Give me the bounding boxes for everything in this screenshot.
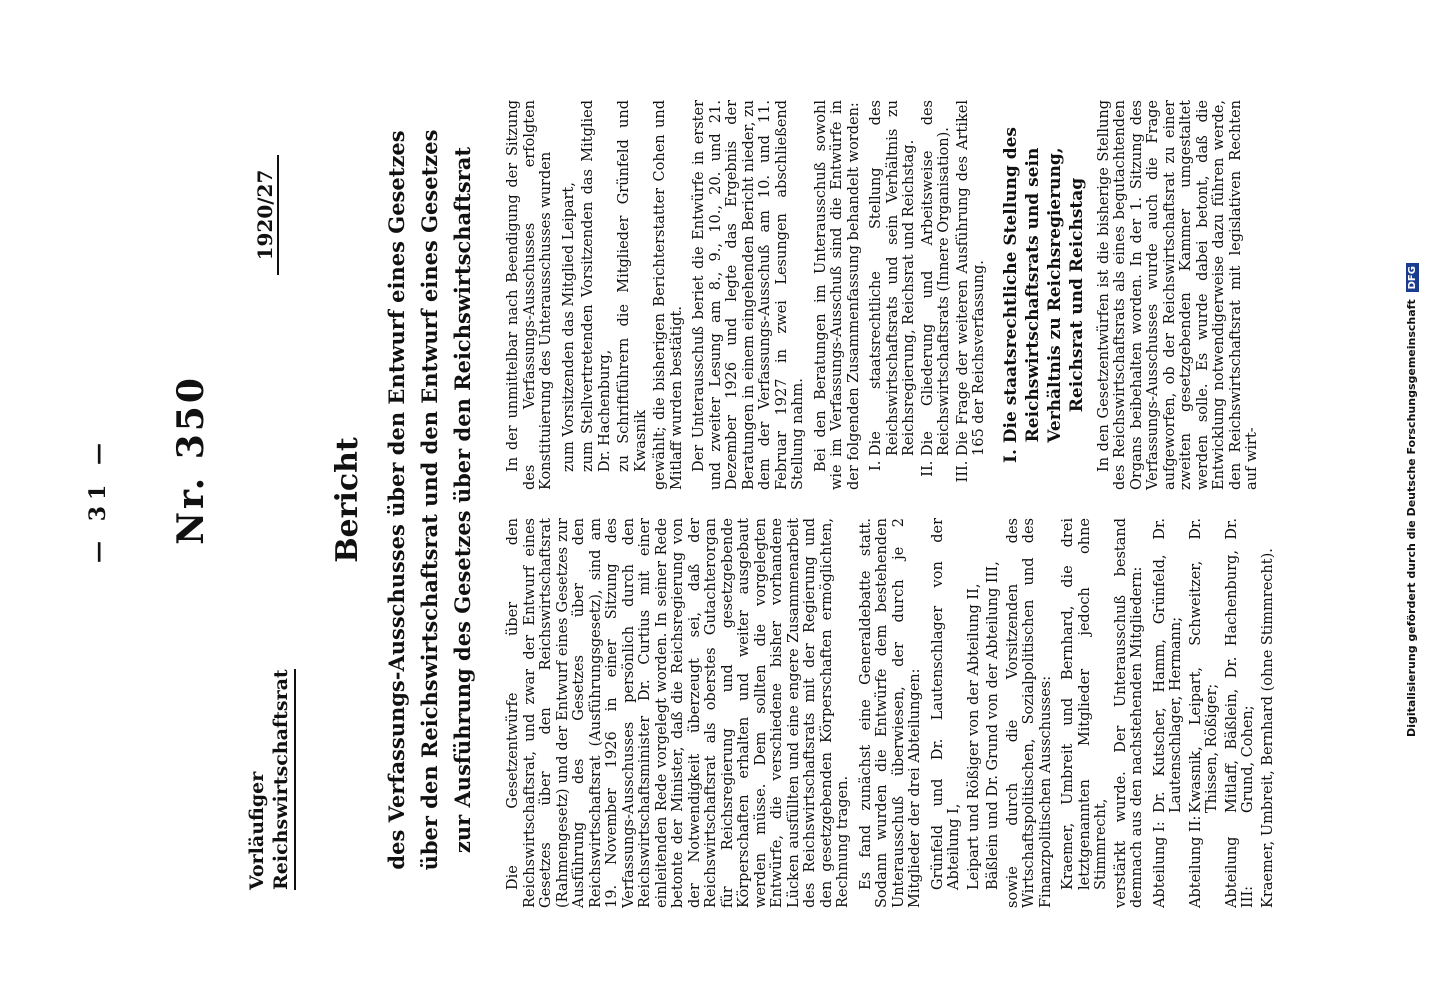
list-item: Bäßlein und Dr. Grund von der Abteilung III,: [985, 561, 1001, 890]
paragraph: In den Gesetzentwürfen ist die bisherige Stellung des Reichswirtschaftsrats als eines begutachtenden Organs beibehalten worden. In der 1. Sitzung des Verfassungs-Ausschusses wurde auch die Frage aufgeworfen, ob der Reichswirtschaftsrat zu einer zweiten gesetzgebenden Kammer umgestaltet werden solle. Es wurde dabei betont, daß die Entwicklung notwendigerweise dazu führen werde, den Reichswirtschaftsrat mit legislativen Rechten auf wirt-: [1095, 100, 1260, 490]
topic-item: I. Die staatsrechtliche Stellung des Reichswirtschaftsrats und sein Verhältnis zu Reichsregierung, Reichsrat und Reichstag.: [868, 100, 918, 456]
right-column: [505, 100, 1267, 490]
page-number: — 31 —: [85, 437, 111, 563]
session-period: 1920/27: [253, 155, 279, 275]
document-title: Bericht: [330, 437, 365, 563]
list-item: Kraemer, Umbreit und Bernhard, die drei letztgenannten Mitglieder jedoch ohne Stimmrecht,: [1060, 518, 1109, 890]
group-members: Kwasnik, Leipart, Schweitzer, Dr. Thissen, Rößiger;: [1187, 518, 1220, 813]
section-heading: I. Die staatsrechtliche Stellung des Reichswirtschaftsrats und sein Verhältnis zu Reichsregierung, Reichsrat und Reichstag: [1000, 127, 1087, 463]
group-label: Abteilung III:: [1223, 836, 1256, 908]
publisher-line2: Reichswirtschaftsrat: [270, 669, 296, 890]
paragraph: gewählt; die bisherigen Berichterstatter Cohen und Mitlaff wurden bestätigt.: [652, 100, 685, 490]
paragraph: verstärkt wurde. Der Unterausschuß bestand demnach aus den nachstehenden Mitgliedern:: [1112, 518, 1145, 908]
paragraph: Die Gesetzentwürfe über den Reichswirtschaftsrat, und zwar der Entwurf eines Gesetzes über den Reichswirtschaftsrat (Rahmengesetz) und der Entwurf eines Gesetzes zur Ausführung des Gesetzes über den Reichswirtschaftsrat (Ausführungsgesetz), sind am 19. November 1926 in einer Sitzung des Verfassungs-Ausschusses persönlich durch den Reichswirtschaftsminister Dr. Curtius mit einer einleitenden Rede vorgelegt worden. In seiner Rede betonte der Minister, daß die Reichsregierung von der Notwendigkeit überzeugt sei, daß der Reichswirtschaftsrat als oberstes Gutachterorgan für Reichsregierung und gesetzgebende Körperschaften erhalten und weiter ausgebaut werden müsse. Dem sollten die vorgelegten Entwürfe, die verschiedene bisher vorhandene Lücken ausfüllten und eine engere Zusammenarbeit des Reichswirtschaftsrats mit der Regierung und den gesetzgebenden Körperschaften ermöglichten, Rechnung tragen.: [505, 518, 851, 908]
document-number: Nr. 350: [170, 375, 212, 545]
paragraph: Es fand zunächst eine Generaldebatte statt. Sodann wurden die Entwürfe dem bestehenden Unterausschuß überwiesen, der durch je 2 Mitglieder der drei Abteilungen:: [857, 518, 923, 908]
group-members: Dr. Kutscher, Hamm, Grünfeld, Dr. Lautenschlager, Hermann;: [1151, 518, 1184, 813]
document-subtitle: des Verfassungs-Ausschusses über den Entwurf eines Gesetzes über den Reichswirtschaftsrat und den Entwurf eines Gesetzes zur Ausführung des Gesetzes über den Reichswirtschaftsrat: [384, 129, 475, 871]
dfg-logo: DFG: [1406, 263, 1419, 292]
digitization-note: [1405, 10, 1419, 990]
list-item: zu Schriftführern die Mitglieder Grünfeld und Kwasnik: [616, 100, 649, 472]
paragraph: sowie durch die Vorsitzenden des Wirtschaftspolitischen, Sozialpolitischen und des Finanzpolitischen Ausschusses:: [1004, 518, 1054, 908]
paragraph: In der unmittelbar nach Beendigung der Sitzung des Verfassungs-Ausschusses erfolgten Konstituierung des Unterausschusses wurden: [505, 100, 554, 490]
member-group: [1224, 518, 1257, 908]
topic-list: [868, 100, 988, 490]
topic-item: III. Die Frage der weiteren Ausführung des Artikel 165 der Reichsverfassung.: [955, 100, 988, 456]
group-label: Abteilung II:: [1187, 815, 1204, 908]
list-item: Leipart und Rößiger von der Abteilung II,: [965, 583, 982, 890]
publisher-line1: Vorläufiger: [246, 771, 268, 890]
paragraph: Kraemer, Umbreit, Bernhard (ohne Stimmrecht).: [1259, 548, 1276, 908]
member-group: [1152, 518, 1185, 908]
topic-item: II. Die Gliederung und Arbeitsweise des Reichswirtschaftsrats (Innere Organisation).: [920, 100, 953, 456]
group-label: Abteilung I:: [1151, 821, 1168, 908]
list-item: zum Stellvertretenden Vorsitzenden das Mitglied Dr. Hachenburg,: [580, 100, 613, 472]
list-item: Grünfeld und Dr. Lautenschlager von der Abteilung I,: [929, 518, 962, 890]
digitization-text: Digitalisierung gefördert durch die Deutsche Forschungsgemeinschaft: [1405, 299, 1418, 737]
list-item: zum Vorsitzenden das Mitglied Leipart,: [560, 182, 577, 472]
member-group: [1188, 518, 1221, 908]
group-members: Mitlaff, Bäßlein, Dr. Hachenburg, Dr. Grund, Cohen;: [1223, 518, 1256, 813]
paragraph: Der Unterausschuß beriet die Entwürfe in erster und zweiter Lesung am 8., 9., 10., 20. und 21. Dezember 1926 und legte das Ergebnis der Beratungen in einem eingehenden Bericht nieder, zu dem der Verfassungs-Ausschuß am 10. und 11. Februar 1927 in zwei Lesungen abschließend Stellung nahm.: [691, 100, 806, 490]
paragraph: Bei den Beratungen im Unterausschuß sowohl wie im Verfassungs-Ausschuß sind die Entwürfe in der folgenden Zusammenfassung behandelt worden:: [812, 100, 862, 490]
publisher-block: [245, 669, 293, 890]
left-column: [505, 518, 1282, 908]
